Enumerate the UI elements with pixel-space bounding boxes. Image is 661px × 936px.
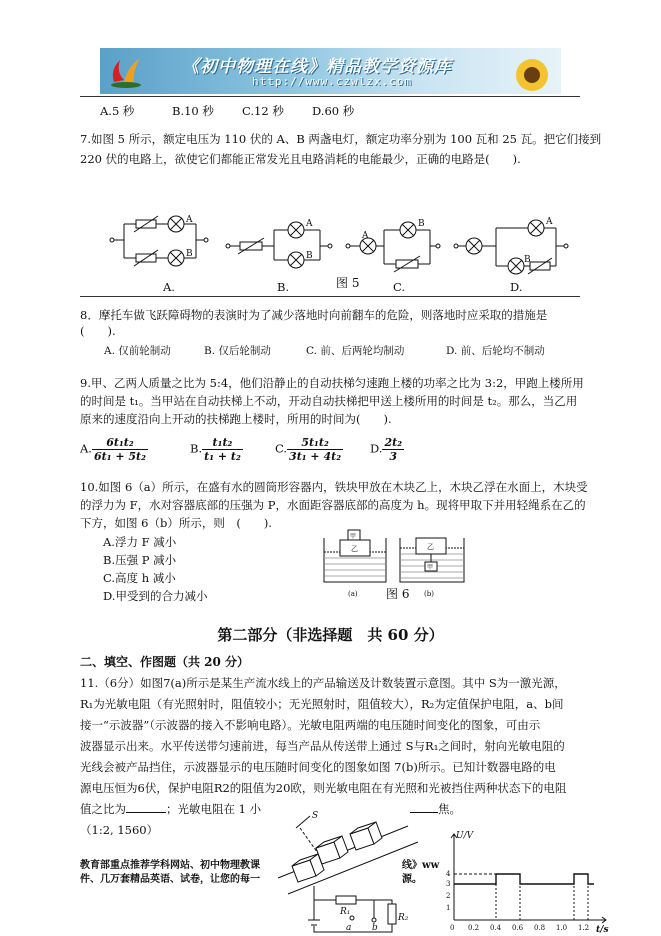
circuit-a-lamp-a-label: A bbox=[186, 215, 193, 225]
graph-x-tick-1-0: 1.0 bbox=[556, 924, 568, 932]
q8-options bbox=[104, 343, 545, 358]
q11-line1: 11.（6分）如图7(a)所示是某生产流水线上的产品输送及计数装置示意图。其中 S为一激光源， bbox=[80, 676, 566, 690]
graph-x-tick-0-8: 0.8 bbox=[534, 924, 546, 932]
q11-line3: 接一“示波器”（示波器的接入不影响电路）。光敏电阻两端的电压随时间变化的图象，可由示 bbox=[80, 718, 541, 732]
graph-x-tick-1-2: 1.2 bbox=[578, 924, 590, 932]
figure-6b-label: (b) bbox=[424, 590, 434, 598]
graph-x-axis-label: t/s bbox=[596, 925, 609, 935]
q10-option-b: B.压强 P 减小 bbox=[103, 553, 177, 567]
header-rule bbox=[80, 96, 580, 97]
q9-option-d-fraction: $\frac{\text{2t₂}}{3}$ bbox=[384, 436, 403, 463]
graph-x-tick-0: 0 bbox=[450, 924, 455, 932]
figure-5-label-a: A. bbox=[163, 280, 175, 294]
site-logo-icon bbox=[106, 52, 146, 90]
q11-line7-start: 值之比为 bbox=[80, 802, 126, 816]
figure-6a-label: (a) bbox=[348, 590, 358, 598]
q6-options bbox=[100, 103, 354, 119]
footer-left-line2: 件、几万套精品英语、试卷，让您的每一 bbox=[80, 874, 260, 885]
q9-stem-line1: 9.甲、乙两人质量之比为 5:4，他们沿静止的自动扶梯匀速跑上楼的功率之比为 3:2，甲跑上楼所用 bbox=[80, 376, 584, 390]
q11-line7-end: 焦。 bbox=[410, 801, 461, 817]
q10-stem-line1: 10.如图 6（a）所示，在盛有水的圆筒形容器内，铁块甲放在木块乙上，木块乙浮在水面上，木块受 bbox=[80, 480, 588, 494]
graph-x-tick-0-2: 0.2 bbox=[468, 924, 480, 932]
figure-5-label-b: B. bbox=[277, 280, 290, 294]
q6-option-b: B.10 秒 bbox=[172, 104, 214, 118]
q11-line2: R₁为光敏电阻（有光照射时，阻值较小；无光照射时，阻值较大），R₂为定值保护电阻，a、b间 bbox=[80, 697, 564, 711]
q11-line7-middle: ；光敏电阻在 1 小 bbox=[166, 802, 262, 816]
q8-option-a: A. 仅前轮制动 bbox=[104, 345, 171, 357]
figure-5-label-d: D. bbox=[510, 280, 523, 294]
figure-5-caption: 图 5 bbox=[336, 276, 360, 290]
figure-5-label-c: C. bbox=[393, 280, 406, 294]
q10-option-c: C.高度 h 减小 bbox=[103, 571, 176, 585]
q11-answer: （1:2, 1560） bbox=[80, 823, 159, 837]
q9-option-a-fraction: $\frac{\text{6t₁t₂}}{\text{6t₁ + 5t₂}}$ bbox=[93, 436, 146, 463]
circuit-a-lamp-b-label: B bbox=[186, 249, 193, 259]
q10-option-d: D.甲受到的合力减小 bbox=[103, 589, 208, 603]
figure-6a-yi-label: 乙 bbox=[351, 545, 358, 553]
footer-right-line2: 源。 bbox=[402, 874, 422, 885]
q7-stem-line2: 220 伏的电路上，欲使它们都能正常发光且电路消耗的电能最少，正确的电路是( ). bbox=[80, 152, 521, 166]
graph-x-tick-0-4: 0.4 bbox=[490, 924, 502, 932]
graph-y-tick-3: 3 bbox=[446, 880, 451, 888]
figure-7a-s-label: S bbox=[312, 811, 319, 821]
q10-option-a: A.浮力 F 减小 bbox=[103, 535, 177, 549]
figure-7a-r1-label: R₁ bbox=[340, 907, 351, 917]
graph-y-tick-2: 2 bbox=[446, 892, 451, 900]
sunflower-icon bbox=[511, 54, 553, 94]
circuit-c-lamp-b-label: B bbox=[418, 219, 425, 229]
circuit-d bbox=[454, 220, 568, 274]
q9-option-c-fraction: $\frac{\text{5t₁t₂}}{\text{3t₁ + 4t₂}}$ bbox=[289, 436, 342, 463]
circuit-c bbox=[346, 222, 440, 272]
q11-blank-1[interactable] bbox=[126, 812, 166, 813]
q6-option-c: C.12 秒 bbox=[242, 104, 284, 118]
q10-options bbox=[103, 533, 207, 605]
circuit-b bbox=[226, 222, 332, 268]
graph-y-tick-1: 1 bbox=[446, 904, 451, 912]
q8-option-b: B. 仅后轮制动 bbox=[204, 345, 271, 357]
circuit-a bbox=[110, 216, 208, 266]
figure-6a-jia-label: 甲 bbox=[350, 533, 357, 540]
graph-x-tick-0-6: 0.6 bbox=[512, 924, 524, 932]
q11-line4: 波器显示出来。水平传送带匀速前进，每当产品从传送带上通过 S与R₁之间时，射向光敏电阻的 bbox=[80, 739, 565, 753]
q9-option-b-label: B. bbox=[190, 441, 203, 456]
q6-option-a: A.5 秒 bbox=[100, 104, 135, 118]
q10-stem-line2: 的浮力为 F，水对容器底部的压强为 P，水面距容器底部的高度为 h。现将甲取下并用轻绳系在乙的 bbox=[80, 498, 586, 512]
footer-left-line1: 教育部重点推荐学科网站、初中物理教课 bbox=[80, 860, 260, 871]
footer-right-line1: 线》ww bbox=[402, 860, 440, 871]
q11-line7 bbox=[80, 801, 261, 817]
graph-y-tick-4: 4 bbox=[446, 870, 451, 878]
header-banner bbox=[100, 48, 561, 94]
q9-option-c-label: C. bbox=[275, 441, 288, 456]
figure-7b-graph bbox=[436, 826, 616, 936]
figure-6-caption: 图 6 bbox=[386, 587, 410, 601]
q9-options bbox=[80, 436, 404, 463]
circuit-b-lamp-a-label: A bbox=[306, 219, 313, 229]
figure-5-rule bbox=[80, 296, 580, 297]
q9-stem-line3: 原来的速度沿向上开动的扶梯跑上楼时，所用的时间为( ). bbox=[80, 412, 392, 426]
figure-7a-a-label: a bbox=[346, 923, 352, 933]
q6-option-d: D.60 秒 bbox=[312, 104, 355, 118]
q8-option-c: C. 前、后两轮均制动 bbox=[306, 345, 405, 357]
q7-stem-line1: 7.如图 5 所示，额定电压为 110 伏的 A、B 两盏电灯，额定功率分别为 100 瓦和 25 瓦。把它们接到 bbox=[80, 132, 602, 146]
q8-stem-line2: ( ). bbox=[80, 324, 116, 338]
section-title: 二、填空、作图题（共 20 分） bbox=[80, 655, 250, 669]
figure-7a-b-label: b bbox=[372, 923, 378, 933]
q9-option-d-label: D. bbox=[370, 441, 383, 456]
part2-title: 第二部分（非选择题 共 60 分） bbox=[217, 626, 444, 644]
banner-title: 《初中物理在线》精品教学资源库 bbox=[182, 57, 452, 77]
graph-y-axis-label: U/V bbox=[456, 831, 474, 841]
figure-7a-r2-label: R₂ bbox=[398, 913, 409, 923]
q9-stem-line2: 的时间是 t₁。当甲站在自动扶梯上不动，开动自动扶梯把甲送上楼所用的时间是 t₂。那么，当乙用 bbox=[80, 394, 578, 408]
circuit-b-lamp-b-label: B bbox=[306, 251, 313, 261]
circuit-d-lamp-b-label: B bbox=[524, 255, 531, 265]
banner-url[interactable]: http://www.czwlzx.com bbox=[252, 75, 413, 88]
q11-line5: 光线会被产品挡住，示波器显示的电压随时间变化的图象如图 7(b)所示。已知计数器电路的电 bbox=[80, 760, 556, 774]
figure-6b-jia-label: 甲 bbox=[427, 564, 434, 571]
q8-stem-line1: 8．摩托车做飞跃障碍物的表演时为了减少落地时向前翻车的危险，则落地时应采取的措施是 bbox=[80, 308, 548, 322]
circuit-c-lamp-a-label: A bbox=[362, 231, 369, 241]
figure-6b-yi-label: 乙 bbox=[427, 543, 434, 551]
q8-option-d: D. 前、后轮均不制动 bbox=[446, 345, 545, 357]
q10-stem-line3: 下方，如图 6（b）所示，则 ( ). bbox=[80, 516, 272, 530]
circuit-d-lamp-a-label: A bbox=[546, 217, 553, 227]
q9-option-b-fraction: $\frac{\text{t₁t₂}}{\text{t₁ + t₂}}$ bbox=[204, 436, 241, 463]
q11-line6: 源电压恒为6伏，保护电阻R2的阻值为20欧，则光敏电阻在有光照和光被挡住两种状态下的电阻 bbox=[80, 781, 567, 795]
q9-option-a-label: A. bbox=[80, 441, 92, 456]
